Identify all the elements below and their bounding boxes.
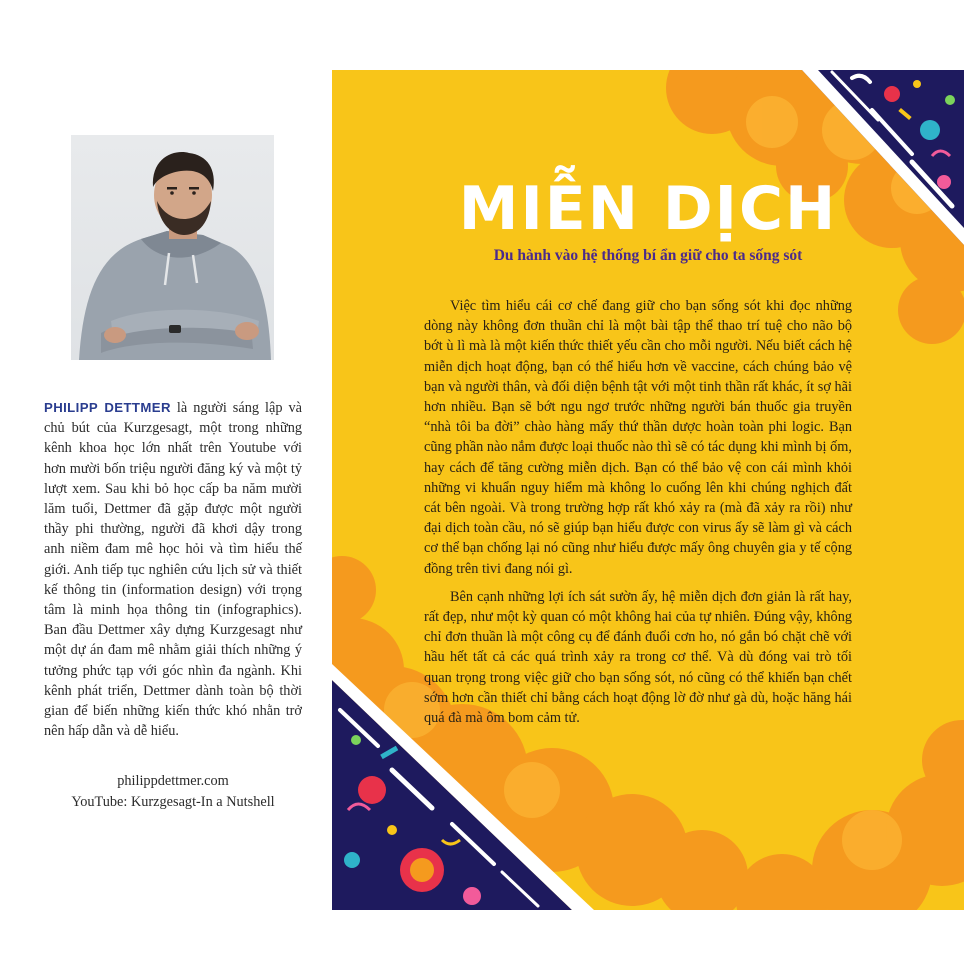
author-photo [71, 135, 274, 360]
blurb-paragraph: Việc tìm hiểu cái cơ chế đang giữ cho bạn sống sót khi đọc những dòng này không đơn thuần chỉ là một bài tập thể thao trí tuệ cho não bộ bớt ù lì mà là một kiến thức thiết yếu cần cho mỗi người. Nếu biết cách hệ miễn dịch hoạt động, bạn có thể hiểu hơn về vaccine, cách chúng bảo vệ bạn và người thân, và đối diện bệnh tật với một tinh thần rất khác, ít sợ hãi hơn nhiều. Bạn sẽ bớt ngu ngơ trước những người bán thuốc gia truyền “nhà tôi ba đời” chào hàng mấy thứ thần dược hoàn toàn phi logic. Bạn cũng phần nào nắm được loại thuốc nào thì sẽ có tác dụng khi mình bị ốm, hay cách để tăng cường miễn dịch. Bạn có thể bảo vệ con cái mình khỏi những vi khuẩn nguy hiểm mà không lo cuống lên khi chúng nghịch đất cát bên ngoài. Và trong trường hợp rất khó xảy ra (mà đã xảy ra rồi) như đại dịch toàn cầu, nó sẽ giúp bạn hiểu được con virus ấy sẽ làm gì và cách cơ thể bạn chống lại nó cũng như hiểu được mấy ông chuyên gia y tế cộng đồng trên tivi đang nói gì. [424, 298, 852, 577]
author-youtube: YouTube: Kurzgesagt-In a Nutshell [71, 793, 275, 810]
author-bio [44, 398, 302, 741]
book-subtitle: Du hành vào hệ thống bí ẩn giữ cho ta sống sót [493, 247, 803, 264]
blurb-paragraph: Bên cạnh những lợi ích sát sườn ấy, hệ miễn dịch đơn giản là rất hay, rất đẹp, như một kỳ quan có một không hai của tự nhiên. Đúng vậy, không chỉ đơn thuần là một công cụ để đánh đuổi cơn ho, nó gắn bó chặt chẽ với hầu hết tất cả các quá trình xảy ra trong cơ thể. Và dù đóng vai trò tối quan trọng trong việc giữ cho bạn sống sót, nó cũng có thể khiến bạn chết sớm hơn cần thiết chỉ bằng cách hoạt động lờ đờ như gà dù, hoặc hăng hái quá đà mà ôm bom cảm tử. [424, 588, 852, 727]
author-name: PHILIPP DETTMER [44, 400, 171, 415]
author-website: philippdettmer.com [117, 773, 229, 789]
author-links [44, 771, 302, 812]
left-flap [0, 0, 332, 963]
back-cover-blurb [424, 296, 852, 728]
author-portrait-illustration [71, 135, 274, 360]
back-cover [332, 70, 964, 910]
book-title: MIỄN DỊCH [458, 174, 838, 244]
author-bio-text: là người sáng lập và chủ bút của Kurzgesagt, một trong những kênh khoa học lớn nhất trên Youtube với hơn mười bốn triệu người đăng ký và một tỷ lượt xem. Sau khi bỏ học cấp ba năm mười lăm tuổi, Dettmer đã gặp được một người thầy phi thường, người đã khơi dậy trong anh niềm đam mê học hỏi và tìm hiểu thế giới. Anh tiếp tục nghiên cứu lịch sử và thiết kế thông tin (information design) với trọng tâm là minh họa thông tin (infographics). Ban đầu Dettmer xây dựng Kurzgesagt như một dự án đam mê nhằm giải thích những ý tưởng phức tạp với góc nhìn đa ngành. Khi kênh phát triển, Dettmer dành toàn bộ thời gian để biến những kiến thức khó nhằn trở nên hấp dẫn và dễ hiểu. [44, 400, 302, 740]
